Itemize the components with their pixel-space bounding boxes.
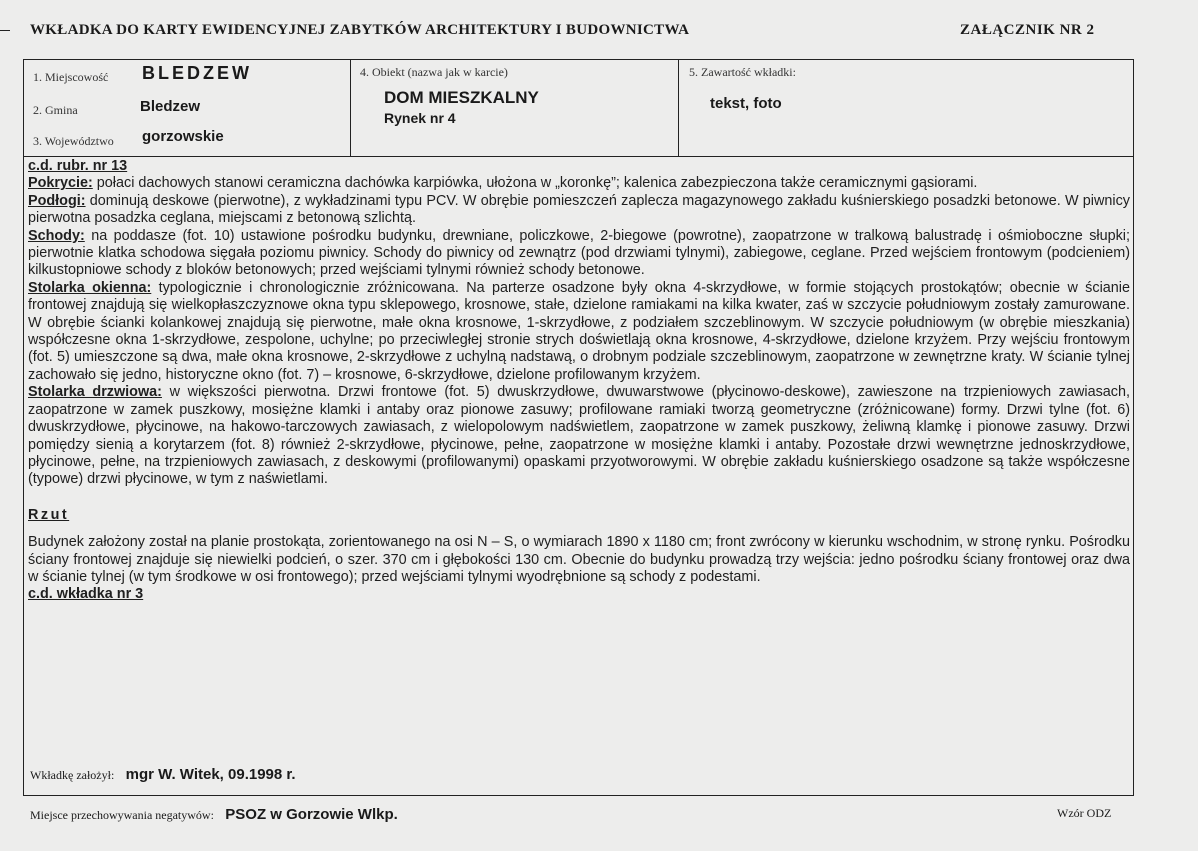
section-heading: Stolarka drzwiowa: [28, 384, 162, 401]
object-address: Rynek nr 4 [384, 110, 456, 126]
section-stolarka-okienna [28, 280, 1130, 384]
section-text: dominują deskowe (pierwotne), z wykładzinami typu PCV. W obrębie pomieszczeń zaplecza magazynowego zakładu kuśnierskiego posadzki betonowe. W piwnicy pierwotna posadzka ceglana, miejscami z betonową szlichtą. [28, 192, 1130, 227]
storage-label: Miejsce przechowywania negatywów: [30, 808, 214, 822]
voivodeship-label: 3. Województwo [33, 134, 114, 148]
commune-label: 2. Gmina [33, 103, 78, 117]
document-body [28, 158, 1130, 604]
header-divider [24, 156, 1133, 157]
column-divider [678, 60, 679, 156]
section-stolarka-drzwiowa [28, 384, 1130, 488]
commune-value: Bledzew [140, 98, 201, 115]
section-heading: Pokrycie: [28, 175, 93, 192]
voivodeship-value: gorzowskie [142, 128, 224, 145]
annex-number: ZAŁĄCZNIK NR 2 [960, 22, 1095, 38]
section-heading: Schody: [28, 227, 85, 244]
column-divider [350, 60, 351, 156]
section-podlogi [28, 193, 1130, 228]
template-id: Wzór ODZ [1057, 806, 1112, 820]
object-name: DOM MIESZKALNY [384, 88, 539, 107]
section-pokrycie [28, 175, 1130, 192]
rzut-text: Budynek założony został na planie prostokąta, zorientowanego na osi N – S, o wymiarach 1890 x 1180 cm; front zwrócony w kierunku wschodnim, w stronę rynku. Pośrodku ściany frontowej znajduje się niewielki podcień, o szer. 370 cm i głębokości 130 cm. Obecnie do budynku prowadzą trzy wejścia: jedno pośrodku ściany frontowej oraz dwa w ścianie tylnej (w tym środkowe w osi frontowego); przed wejściami tylnymi wyodrębnione są schody z podestami. [28, 534, 1130, 585]
document-title: WKŁADKA DO KARTY EWIDENCYJNEJ ZABYTKÓW ARCHITEKTURY I BUDOWNICTWA [30, 22, 690, 38]
section-heading: Stolarka okienna: [28, 279, 152, 296]
contents-label: 5. Zawartość wkładki: [689, 65, 796, 79]
rzut-heading: Rzut [28, 506, 70, 523]
creator-label: Wkładkę założył: [30, 768, 115, 782]
margin-mark [0, 30, 10, 31]
locality-value: BLEDZEW [142, 63, 252, 83]
contents-value: tekst, foto [710, 95, 782, 112]
section-text: w większości pierwotna. Drzwi frontowe (fot. 5) dwuskrzydłowe, dwuwarstwowe (płycinowo-deskowe), zawieszone na trzpieniowych zawiasach, zaopatrzone w zamek puszkowy, mosiężne klamki i antaby oraz pionowe zasuwy; profilowane ramiaki tworzą geometryczne (zróżnicowane) formy. Drzwi tylne (fot. 6) dwuskrzydłowe, płycinowe, na hakowo-tarczowych zawiasach, z wielopolowym nadświetlem, zaopatrzone w zamek puszkowy, żeliwną klamkę i pionowe zasuwy. Drzwi pomiędzy sienią a korytarzem (fot. 8) również 2-skrzydłowe, płycinowe, pełne, zaopatrzone w mosiężne klamki i antaby. Pozostałe drzwi wewnętrzne jednoskrzydłowe, płycinowe, pełne, na trzpieniowych zawiasach, z deskowymi (profilowanymi) opaskami przyotworowymi. W obrębie zakładu kuśnierskiego osadzone są także współczesne (typowe) drzwi płycinowe, w tym z naświetlami. [28, 384, 1130, 488]
storage-value: PSOZ w Gorzowie Wlkp. [225, 806, 398, 823]
continuation-heading: c.d. rubr. nr 13 [28, 158, 128, 174]
section-text: typologicznie i chronologicznie zróżnicowana. Na parterze osadzone były okna 4-skrzydłowe, w formie stojących prostokątów; obecnie w ścianie frontowej znajdują się wielkopłaszczyznowe okna typu sklepowego, krosnowe, stałe, dzielone ramiakami na kilka kwater, zaś w szczycie południowym zostały zamurowane. W obrębie ścianki kolankowej znajdują się pierwotne, małe okna krosnowe, 1-skrzydłowe, z podziałem szczeblinowym. W szczycie południowym (w obrębie mieszkania) współczesne okna 1-skrzydłowe, zespolone, uchylne; po przeciwległej stronie strych doświetlają okna krosnowe, 4-skrzydłowe, dzielone krzyżem. Przy wejściu frontowym (fot. 5) umieszczone są dwa, małe okna krosnowe, 2-skrzydłowe z uchylną nadstawą, o drobnym podziale szczeblinowym, zaopatrzone w zewnętrzne kraty. W ścianie tylnej zachowało się jedno, historyczne okno (fot. 7) – krosnowe, 6-skrzydłowe, dzielone profilowanym krzyżem. [28, 279, 1130, 383]
object-label: 4. Obiekt (nazwa jak w karcie) [360, 65, 508, 79]
section-text: połaci dachowych stanowi ceramiczna dachówka karpiówka, ułożona w „koronkę”; kalenica zabezpieczona także ceramicznymi gąsiorami. [92, 175, 978, 192]
creator-value: mgr W. Witek, 09.1998 r. [125, 766, 296, 783]
locality-label: 1. Miejscowość [33, 70, 109, 84]
creator-line [30, 766, 296, 783]
storage-line [30, 806, 398, 823]
section-schody [28, 228, 1130, 280]
section-text: na poddasze (fot. 10) ustawione pośrodku budynku, drewniane, policzkowe, 2-biegowe (powrotne), zaopatrzone w tralkową balustradę i ośmioboczne słupki; pierwotnie klatka schodowa sięgała poziomu piwnicy. Schody do piwnicy od zewnątrz (pod drzwiami tylnymi), zabiegowe, ceglane. Przed wejściem frontowym (podcieniem) kilkustopniowe schody z bloków betonowych; przed wejściami tylnymi również schody betonowe. [28, 227, 1130, 279]
section-heading: Podłogi: [28, 192, 86, 209]
continuation-footer: c.d. wkładka nr 3 [28, 586, 144, 603]
